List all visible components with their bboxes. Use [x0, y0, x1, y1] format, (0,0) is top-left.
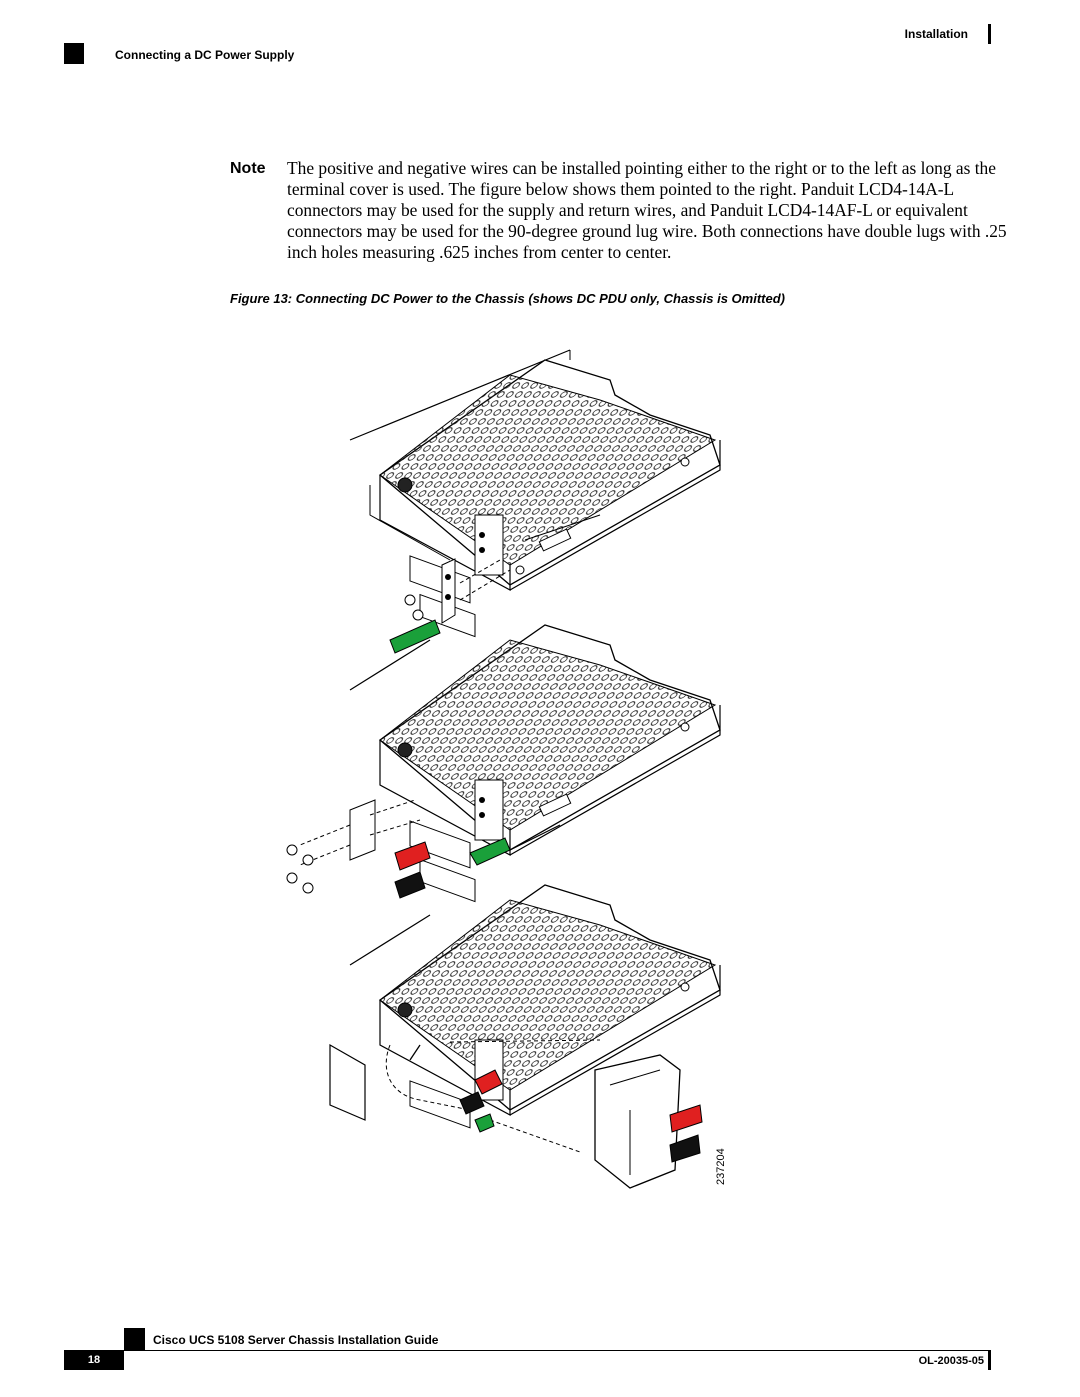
note-label: Note	[230, 160, 266, 177]
note-text: The positive and negative wires can be installed pointing either to the right or to the left as long as the terminal cover is used. The figure below shows them pointed to the right. Panduit LCD4-14A-L connectors may be used for the supply and return wires, and Panduit LCD4-14AF-L or equivalent connectors may be used for the 90-degree ground lug wire. Both connections have double lugs with .25 inch holes measuring .625 inches from center to center.	[287, 158, 1007, 262]
pdu-unit-top	[350, 350, 720, 653]
dc-pdu-illustration	[270, 345, 750, 1205]
pdu-unit-bottom	[330, 885, 720, 1188]
header-section: Connecting a DC Power Supply	[115, 48, 295, 62]
footer-marker	[124, 1328, 145, 1351]
pdu-unit-middle	[287, 625, 720, 902]
footer-guide-title: Cisco UCS 5108 Server Chassis Installation Guide	[153, 1333, 439, 1347]
header-marker	[64, 43, 84, 64]
page-number: 18	[64, 1351, 124, 1370]
doc-number: OL-20035-05	[918, 1355, 984, 1367]
header-rule-bar	[988, 24, 991, 44]
figure-caption: Figure 13: Connecting DC Power to the Chassis (shows DC PDU only, Chassis is Omitted)	[230, 291, 785, 306]
footer-rule-bar	[988, 1350, 991, 1370]
footer-rule	[64, 1350, 988, 1351]
figure-id-number: 237204	[715, 1148, 727, 1185]
header-chapter: Installation	[904, 27, 968, 41]
